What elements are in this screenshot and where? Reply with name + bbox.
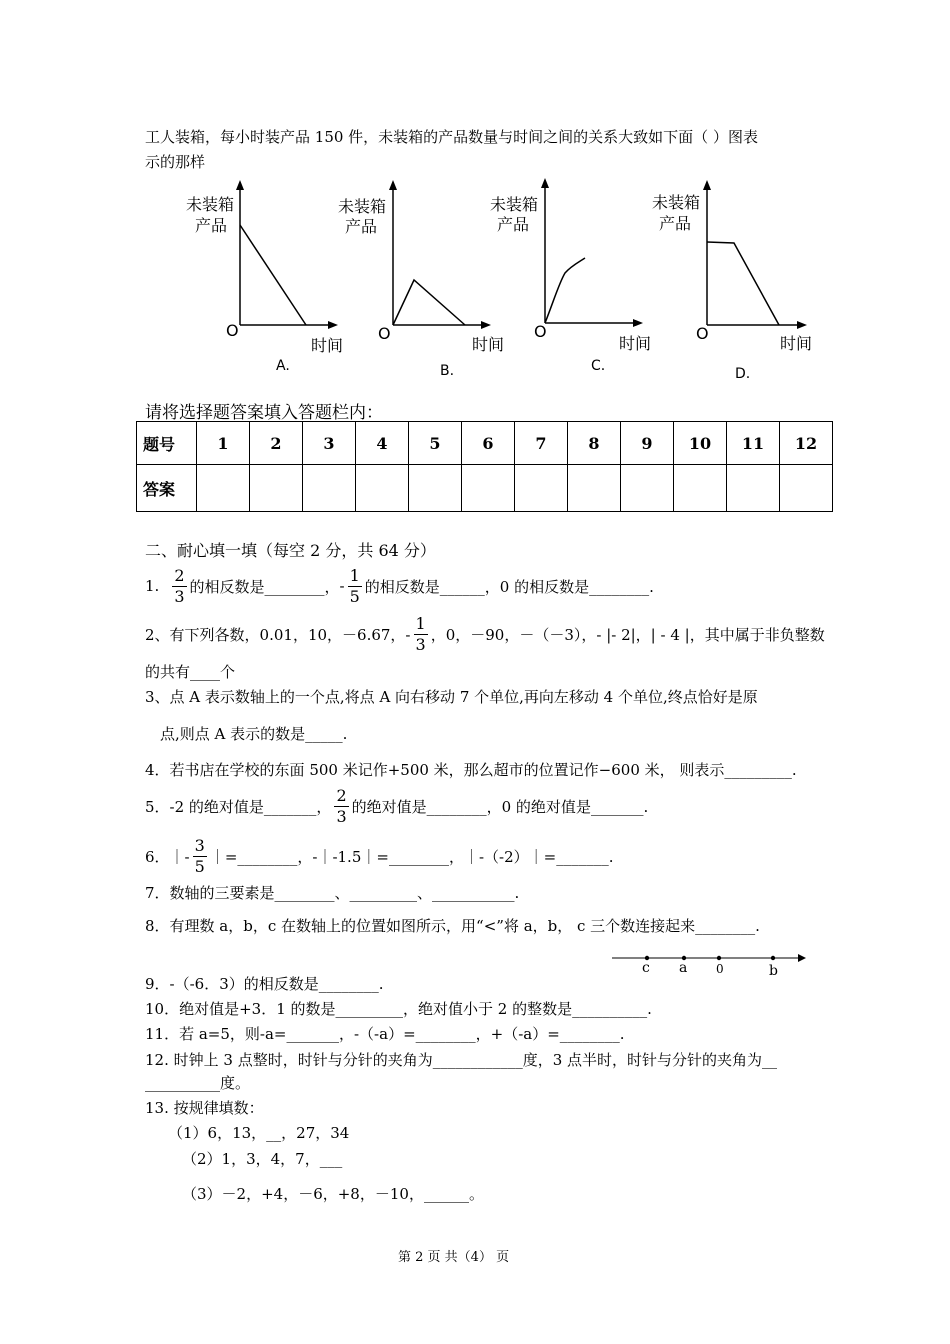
q12-intro-line1: 工人装箱，每小时装产品 150 件，未装箱的产品数量与时间之间的关系大致如下面（ ）图表 <box>145 128 758 146</box>
graph-b-origin: O <box>378 324 391 343</box>
q2 <box>145 610 825 658</box>
q3-line2: 点,则点 A 表示的数是_____. <box>160 725 348 743</box>
q6-text-b: ｜=________，-｜-1.5｜=________，｜-（-2）｜=_______. <box>209 847 614 866</box>
q13-sub1: （1）6，13，__，27，34 <box>168 1124 350 1142</box>
answer-cell[interactable] <box>674 465 727 512</box>
q1-number: 1. <box>145 577 160 595</box>
q2-f-den: 3 <box>415 634 426 654</box>
answer-table-answer-row <box>137 465 833 512</box>
q1-text2: 的相反数是______，0 的相反数是________. <box>364 577 654 596</box>
q5-fraction <box>334 786 348 827</box>
number-line-point-zero <box>717 956 721 960</box>
answer-cell[interactable] <box>621 465 674 512</box>
q2-f-num: 1 <box>415 613 426 633</box>
number-line-label-b: b <box>769 963 778 979</box>
q2-text-a: 2、有下列各数，0.01，10，－6.67，- <box>145 625 411 644</box>
answer-table-header-label: 题号 <box>137 422 197 465</box>
answer-cell[interactable] <box>197 465 250 512</box>
q2-text-c: 的共有____个 <box>145 663 236 681</box>
q10: 10．绝对值是+3．1 的数是_________，绝对值小于 2 的整数是__________. <box>145 1000 652 1018</box>
graph-c-ylabel1: 未装箱 <box>490 195 539 214</box>
graph-a-ylabel1: 未装箱 <box>186 195 235 214</box>
q13-sub3: （3）－2，+4，－6，+8，－10，______。 <box>182 1185 484 1203</box>
graph-d-y-arrow <box>703 180 711 190</box>
answer-table-number: 3 <box>303 422 356 465</box>
q12-line1: 12. 时钟上 3 点整时，时针与分针的夹角为____________度，3 点半时，时针与分针的夹角为__ <box>145 1051 778 1069</box>
q1 <box>145 562 654 610</box>
answer-table-number: 7 <box>515 422 568 465</box>
q5 <box>145 782 648 830</box>
graph-c-plot <box>535 178 645 328</box>
graph-b-line <box>393 280 465 325</box>
graph-c-x-arrow <box>633 319 643 327</box>
graph-b-plot <box>383 180 493 330</box>
graph-c-xlabel: 时间 <box>619 334 652 353</box>
answer-cell[interactable] <box>727 465 780 512</box>
q5-text-a: 5．-2 的绝对值是_______， <box>145 797 332 816</box>
q13-sub2: （2）1，3，4，7，___ <box>182 1150 343 1168</box>
page-footer: 第 2 页 共（4） 页 <box>398 1250 510 1265</box>
number-line-label-c: c <box>642 960 650 976</box>
q1-f1-num: 2 <box>174 565 185 585</box>
q4: 4．若书店在学校的东面 500 米记作+500 米，那么超市的位置记作−600 米， 则表示_________. <box>145 761 797 779</box>
q7: 7．数轴的三要素是________、_________、___________. <box>145 884 520 902</box>
graph-a-xlabel: 时间 <box>311 336 344 355</box>
number-line-point-b <box>771 956 775 960</box>
answer-table-number: 12 <box>780 422 833 465</box>
graph-b-y-arrow <box>389 180 397 190</box>
graph-d-plot <box>697 180 809 330</box>
q2-text-b: ，0，－90，－（－3），- |- 2|，| - 4 |，其中属于非负整数 <box>430 625 825 644</box>
graph-a-origin: O <box>226 321 239 340</box>
graph-d-xlabel: 时间 <box>780 334 813 353</box>
q5-text-b: 的绝对值是________，0 的绝对值是_______. <box>351 797 649 816</box>
q5-f-den: 3 <box>336 806 347 826</box>
q1-neg: - <box>339 577 345 595</box>
q1-f1-den: 3 <box>174 586 185 606</box>
answer-table-number: 11 <box>727 422 780 465</box>
q8: 8．有理数 a，b，c 在数轴上的位置如图所示，用“<”将 a，b， c 三个数连接起来________. <box>145 917 760 935</box>
q6-f-den: 5 <box>194 856 205 876</box>
answer-table-number: 8 <box>568 422 621 465</box>
graph-d-line <box>707 242 779 325</box>
q9: 9．-（-6．3）的相反数是________. <box>145 975 384 993</box>
graph-c-curve <box>545 258 585 323</box>
q1-f2-den: 5 <box>349 586 360 606</box>
q6 <box>145 832 613 880</box>
graph-a-plot <box>230 180 340 330</box>
q1-fraction1 <box>172 566 186 607</box>
graph-a-y-arrow <box>236 180 244 190</box>
answer-table-caption: 请将选择题答案填入答题栏内： <box>145 403 383 423</box>
answer-table-number: 5 <box>409 422 462 465</box>
number-line-label-zero: 0 <box>716 962 724 976</box>
answer-table-number: 10 <box>674 422 727 465</box>
answer-table-number: 9 <box>621 422 674 465</box>
q1-text1: 的相反数是________， <box>189 577 340 596</box>
graph-b-option: B. <box>440 363 455 379</box>
answer-cell[interactable] <box>303 465 356 512</box>
section2-title: 二、耐心填一填（每空 2 分，共 64 分） <box>145 541 436 560</box>
graph-c-ylabel2: 产品 <box>497 215 530 234</box>
number-line-label-a: a <box>679 960 688 976</box>
answer-table-number: 6 <box>462 422 515 465</box>
answer-table-number: 4 <box>356 422 409 465</box>
graph-a-ylabel2: 产品 <box>195 216 228 235</box>
q5-f-num: 2 <box>336 785 347 805</box>
graph-d-ylabel2: 产品 <box>659 214 692 233</box>
q1-fraction2 <box>348 566 362 607</box>
graph-b-x-arrow <box>481 321 491 329</box>
graph-a-option: A. <box>276 358 290 374</box>
q2-fraction <box>414 614 428 655</box>
answer-cell[interactable] <box>356 465 409 512</box>
answer-cell[interactable] <box>409 465 462 512</box>
graph-c-origin: O <box>534 322 547 341</box>
graph-a-x-arrow <box>328 321 338 329</box>
graph-b-ylabel1: 未装箱 <box>338 197 387 216</box>
answer-table-number: 2 <box>250 422 303 465</box>
q1-f2-num: 1 <box>349 565 360 585</box>
q3-line1: 3、点 A 表示数轴上的一个点,将点 A 向右移动 7 个单位,再向左移动 4 个单位,终点恰好是原 <box>145 688 758 706</box>
answer-cell[interactable] <box>250 465 303 512</box>
graph-b-xlabel: 时间 <box>472 335 505 354</box>
answer-cell[interactable] <box>568 465 621 512</box>
answer-table-header-row <box>137 422 833 465</box>
graph-a-line <box>240 225 306 325</box>
graph-b-ylabel2: 产品 <box>345 217 378 236</box>
graph-d-option: D. <box>735 366 751 382</box>
graph-c-y-arrow <box>541 178 549 188</box>
graph-c-option: C. <box>591 358 606 374</box>
q6-fraction <box>193 836 207 877</box>
graph-d-x-arrow <box>797 321 807 329</box>
graph-d-origin: O <box>696 324 709 343</box>
q12-line2: __________度。 <box>145 1074 251 1092</box>
answer-table <box>136 421 833 512</box>
answer-cell[interactable] <box>462 465 515 512</box>
q6-f-num: 3 <box>194 835 205 855</box>
graph-d-ylabel1: 未装箱 <box>652 193 701 212</box>
q12-intro-line2: 示的那样 <box>145 153 206 171</box>
q6-text-a: 6．｜- <box>145 847 190 866</box>
answer-table-answer-label: 答案 <box>137 465 197 512</box>
answer-cell[interactable] <box>780 465 833 512</box>
q13-title: 13. 按规律填数： <box>145 1099 264 1117</box>
q11: 11．若 a=5，则-a=_______，-（-a）=________，+（-a）=________. <box>145 1025 625 1043</box>
answer-cell[interactable] <box>515 465 568 512</box>
answer-table-number: 1 <box>197 422 250 465</box>
